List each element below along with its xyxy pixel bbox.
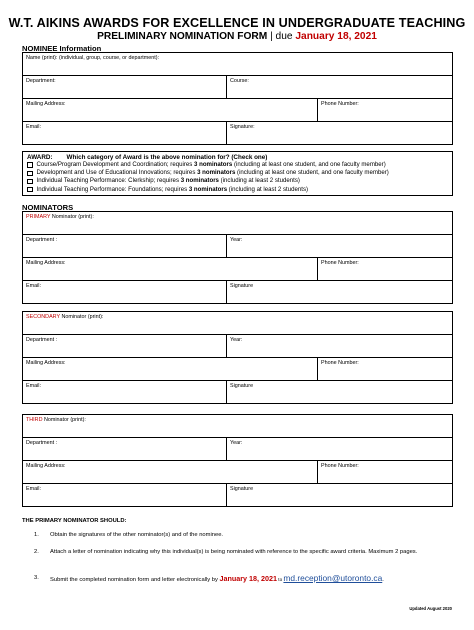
subtitle-separator: | due (267, 31, 296, 42)
nominee-section-label: NOMINEE Information (22, 44, 102, 53)
secondary-email-field[interactable]: Email: (23, 381, 227, 404)
secondary-phone-field[interactable]: Phone Number: (318, 358, 453, 381)
third-email-field[interactable]: Email: (23, 484, 227, 507)
secondary-word: SECONDARY (26, 314, 60, 320)
primary-word: PRIMARY (26, 214, 51, 220)
primary-department-field[interactable]: Department : (23, 235, 227, 258)
award-option-text: Individual Teaching Performance: Foundations; requires 3 nominators (including at least 2 students) (36, 185, 309, 193)
secondary-signature-field[interactable]: Signature (227, 381, 453, 404)
secondary-mailing-field[interactable]: Mailing Address: (23, 358, 318, 381)
nominee-signature-field[interactable] (227, 122, 453, 145)
primary-email-field[interactable]: Email: (23, 281, 227, 304)
third-word: THIRD (26, 417, 43, 423)
instruction-item (34, 548, 444, 556)
primary-signature-field[interactable]: Signature (227, 281, 453, 304)
award-option-text: Course/Program Development and Coordination; requires 3 nominators (including at least one student, and one faculty member) (36, 161, 386, 168)
award-checkbox[interactable] (27, 162, 33, 168)
primary-phone-field[interactable]: Phone Number: (318, 258, 453, 281)
nominee-email-label: Email: (26, 124, 41, 130)
nominee-department-field[interactable] (23, 76, 227, 99)
award-checkbox[interactable] (27, 187, 33, 193)
award-option (27, 177, 448, 185)
award-question: Which category of Award is the above nomination for? (Check one) (66, 154, 268, 161)
secondary-department-field[interactable]: Department : (23, 335, 227, 358)
third-year-field[interactable]: Year: (227, 438, 453, 461)
updated-note: Updated August 2020 (409, 606, 452, 611)
award-heading (27, 154, 448, 161)
third-department-field[interactable]: Department : (23, 438, 227, 461)
secondary-year-field[interactable]: Year: (227, 335, 453, 358)
instruction-item (34, 574, 444, 584)
nominee-table (22, 52, 453, 145)
nominee-email-field[interactable] (23, 122, 227, 145)
due-date: January 18, 2021 (295, 31, 377, 42)
primary-mailing-field[interactable]: Mailing Address: (23, 258, 318, 281)
nominee-name-label: Name (print): (individual, group, course, or department): (26, 55, 160, 61)
instruction-text: Obtain the signatures of the other nominator(s) and of the nominee. (50, 532, 224, 538)
third-signature-field[interactable]: Signature (227, 484, 453, 507)
primary-nominator-name-field[interactable]: PRIMARY Nominator (print): (23, 212, 453, 235)
third-phone-field[interactable]: Phone Number: (318, 461, 453, 484)
submission-date: January 18, 2021 (219, 574, 278, 583)
nominee-mailing-field[interactable] (23, 99, 318, 122)
award-option (27, 186, 448, 194)
instruction-number: 3. (34, 575, 39, 581)
instructions-heading: THE PRIMARY NOMINATOR SHOULD: (22, 518, 127, 524)
instruction-number: 2. (34, 549, 39, 555)
nominee-course-field[interactable] (227, 76, 453, 99)
award-checkbox[interactable] (27, 179, 33, 185)
award-option (27, 161, 448, 169)
form-title: W.T. AIKINS AWARDS FOR EXCELLENCE IN UNDERGRADUATE TEACHING (8, 16, 466, 30)
award-checkbox[interactable] (27, 171, 33, 177)
award-box (22, 151, 453, 196)
primary-nominator-table (22, 211, 453, 304)
instruction-item (34, 531, 444, 539)
subtitle-form-name: PRELIMINARY NOMINATION FORM (97, 31, 268, 42)
award-option-text: Individual Teaching Performance: Clerkship; requires 3 nominators (including at least 2 students) (36, 177, 300, 185)
third-mailing-field[interactable]: Mailing Address: (23, 461, 318, 484)
secondary-nominator-table (22, 311, 453, 404)
secondary-nominator-name-field[interactable]: SECONDARY Nominator (print): (23, 312, 453, 335)
form-subtitle (0, 31, 474, 42)
primary-year-field[interactable]: Year: (227, 235, 453, 258)
nominee-phone-field[interactable] (318, 99, 453, 122)
nominee-phone-label: Phone Number: (321, 101, 359, 107)
instruction-text: Attach a letter of nomination indicating why this individual(s) is being nominated with reference to the specific award criteria. Maximum 2 pages. (50, 549, 418, 555)
instruction-number: 1. (34, 532, 39, 538)
third-nominator-table (22, 414, 453, 507)
nominee-department-label: Department: (26, 78, 56, 84)
award-option (27, 169, 448, 177)
nominee-name-field[interactable] (23, 53, 453, 76)
third-nominator-name-field[interactable]: THIRD Nominator (print): (23, 415, 453, 438)
nominee-course-label: Course: (230, 78, 249, 84)
nominators-section-label: NOMINATORS (22, 203, 74, 212)
nominee-mailing-label: Mailing Address: (26, 101, 66, 107)
reception-email-link[interactable]: md.reception@utoronto.ca (283, 573, 383, 583)
instruction-text: Submit the completed nomination form and letter electronically by January 18, 2021 to md.reception@utoronto.ca. (50, 573, 384, 583)
nominee-signature-label: Signature: (230, 124, 255, 130)
award-label: AWARD: (27, 154, 53, 161)
award-option-text: Development and Use of Educational Innovations; requires 3 nominators (including at least one student, and one faculty member) (36, 169, 389, 177)
